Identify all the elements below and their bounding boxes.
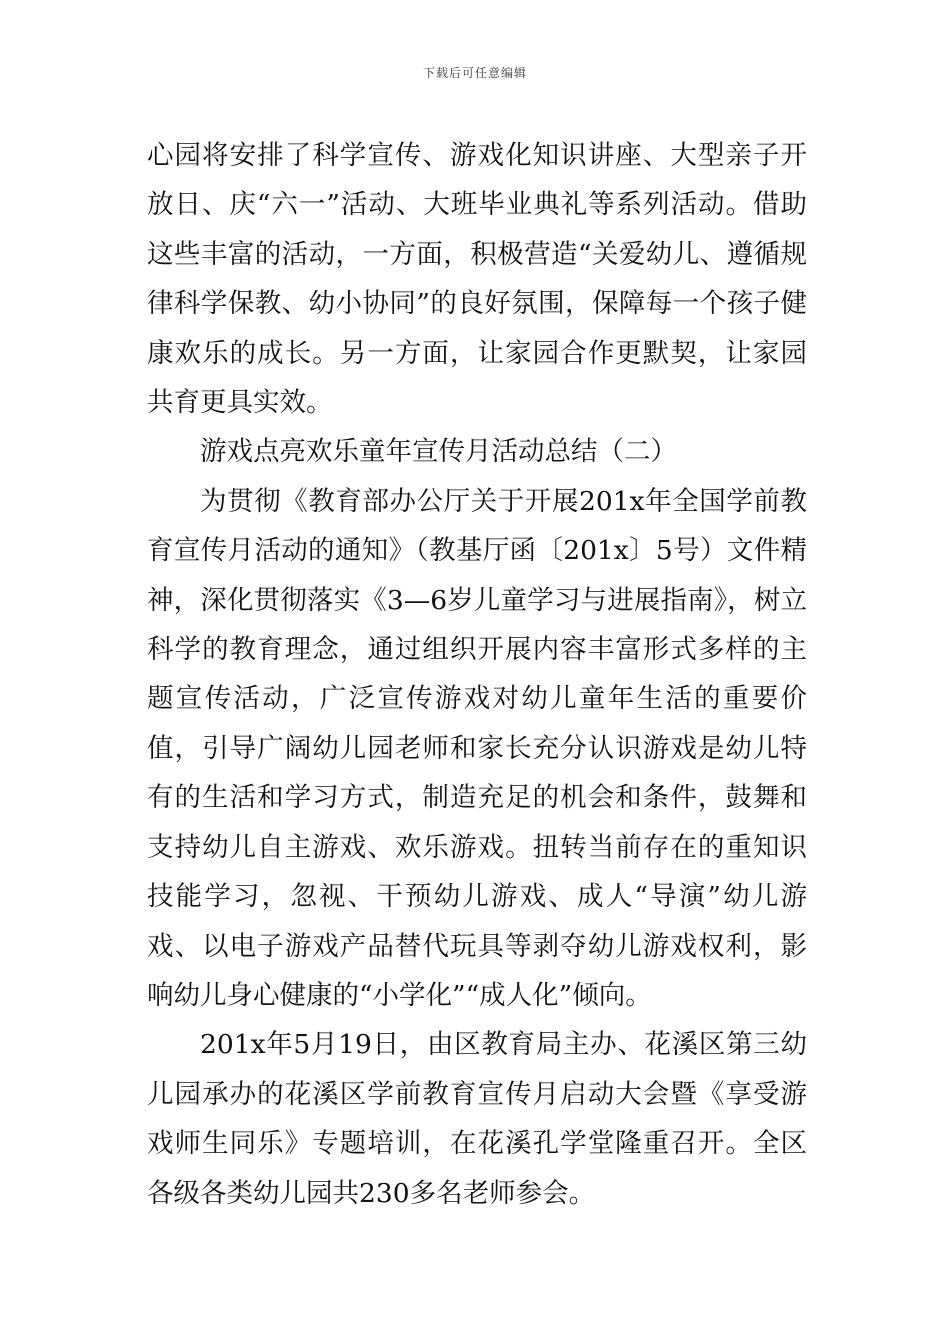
paragraph-body: 为贯彻《教育部办公厅关于开展201x年全国学前教育宣传月活动的通知》（教基厅函〔201x〕5号）文件精神，深化贯彻落实《3—6岁儿童学习与进展指南》，树立科学的教育理念，通过组织开展内容丰富形式多样的主题宣传活动，广泛宣传游戏对幼儿童年生活的重要价值，引导广阔幼儿园老师和家长充分认识游戏是幼儿特有的生活和学习方式，制造充足的机会和条件，鼓舞和支持幼儿自主游戏、欢乐游戏。扭转当前存在的重知识技能学习，忽视、干预幼儿游戏、成人“导演”幼儿游戏、以电子游戏产品替代玩具等剥夺幼儿游戏权利，影响幼儿身心健康的“小学化”“成人化”倾向。 [147, 485, 807, 1011]
page-header-note: 下载后可任意编辑 [422, 66, 527, 80]
section-heading: 游戏点亮欢乐童年宣传月活动总结（二） [200, 436, 677, 468]
paragraph-continuation: 心园将安排了科学宣传、游戏化知识讲座、大型亲子开放日、庆“六一”活动、大班毕业典礼等系列活动。借助这些丰富的活动，一方面，积极营造“关爱幼儿、遵循规律科学保教、幼小协同”的良好氛围，保障每一个孩子健康欢乐的成长。另一方面，让家园合作更默契，让家园共育更具实效。 [147, 140, 807, 419]
document-body [147, 131, 807, 1218]
paragraph-event: 201x年5月19日，由区教育局主办、花溪区第三幼儿园承办的花溪区学前教育宣传月启动大会暨《享受游戏师生同乐》专题培训，在花溪孔学堂隆重召开。全区各级各类幼儿园共230多名老师参会。 [147, 1029, 807, 1209]
